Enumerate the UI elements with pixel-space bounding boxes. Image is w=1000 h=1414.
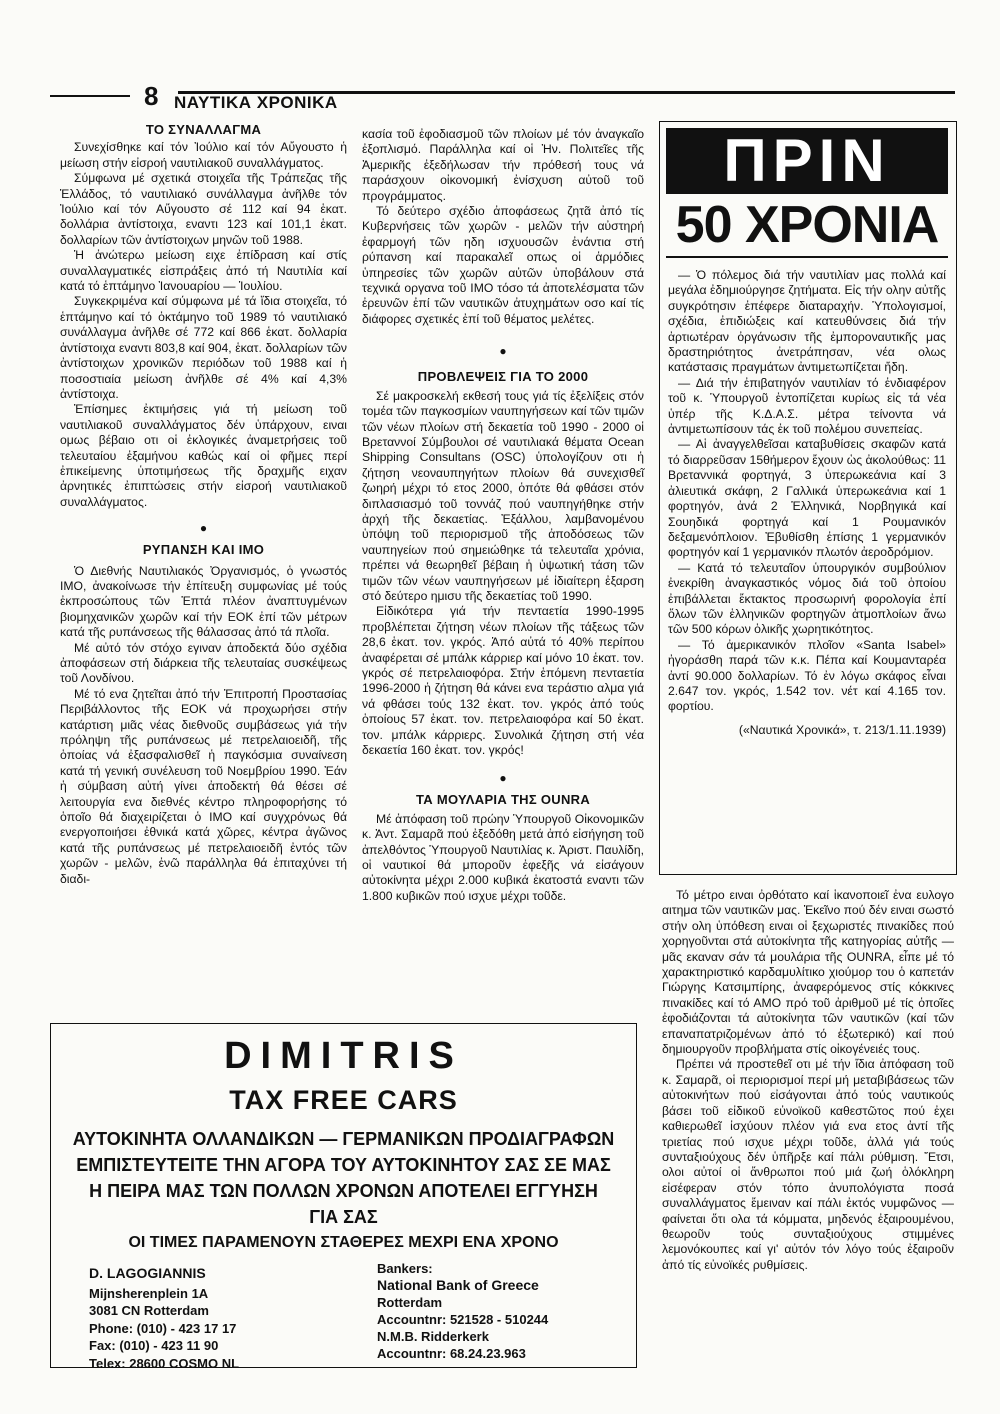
column-2 <box>362 127 644 904</box>
ad-contact-street: Mijnsherenplein 1A <box>89 1285 209 1301</box>
box-paragraph: — Τό ἀμερικανικόν πλοῖον «Santa Isabel» ἠγοράσθη παρά τῶν κ.κ. Πέπα καί Κουμανταρέα ἀντί 90.000 δολλαρίων. Τό ἐν λόγω σκάφος εἶναι 2.647 τον. γκρός, 1.542 τον. νέτ καί 4.165 τον. φορτίου. <box>668 637 946 714</box>
ad-subtitle: TAX FREE CARS <box>229 1085 458 1115</box>
ad-contact-fax: Fax: (010) - 423 11 90 <box>89 1338 219 1353</box>
article-paragraph: κασία τοῦ ἐφοδιασμοῦ τῶν πλοίων μέ τόν ἀναγκαῖο ἐξοπλισμό. Παράλληλα καί οἱ Ἡν. Πολιτεῖες τῆς Ἀμερικῆς ἐξεδήλωσαν τήν πρόθεσή τους νά παράσχουν οἰκονομική ἐνίσχυση αὐτοῦ τοῦ προγράμματος. <box>362 127 644 203</box>
page-number: 8 <box>144 81 159 111</box>
fifty-years-title-bottom: 50 ΧΡΟΝΙΑ <box>675 196 939 254</box>
fifty-years-title-top: ΠΡΙΝ <box>666 128 948 194</box>
ad-contact-name: D. LAGOGIANNIS <box>89 1265 206 1281</box>
ad-bank-city: Rotterdam <box>377 1295 443 1310</box>
article-paragraph: Μέ ἀπόφαση τοῦ πρώην Ὑπουργοῦ Οἰκονομικῶν κ. Ἀντ. Σαμαρᾶ πού ἐξεδόθη μετά ἀπό εἰσήγηση τοῦ ἀπελθόντος Ὑπουργοῦ Ναυτιλίας κ. Ἀριστ. Παυλίδη, οἱ ναυτικοί θά μποροῦν ἐφεξῆς νά εἰσάγουν αὐτοκίνητα μέχρι 2.000 κυβικά ἑκατοστά εναντι τῶν 1.800 κυβικῶν πού ισχυε μέχρι τοῦδε. <box>362 811 644 903</box>
ad-bank-name-2: N.M.B. Ridderkerk <box>377 1329 489 1344</box>
ad-bank-account: Accountnr: 521528 - 510244 <box>377 1312 549 1327</box>
ad-line: ΑΥΤΟΚΙΝΗΤΑ ΟΛΛΑΝΔΙΚΩΝ — ΓΕΡΜΑΝΙΚΩΝ ΠΡΟΔΙΑΓΡΑΦΩΝ <box>72 1129 615 1149</box>
article-title-forecast: ΠΡΟΒΛΕΨΕΙΣ ΓΙΑ ΤΟ 2000 <box>417 369 589 385</box>
ad-contact-phone: Phone: (010) - 423 17 17 <box>89 1320 237 1336</box>
article-paragraph: Ἐπίσημες ἐκτιμήσεις γιά τή μείωση τοῦ ναυτιλιακοῦ συναλλάγματος δέν ὑπάρχουν, ειναι ομως βέβαιο οτι οἱ ἐκλογικές ἀναμετρήσεις τοῦ τελευταίου ἐξαμήνου καθώς καί οἱ φῆμες περί ἐπικείμενης ὑποτιμήσεως τῆς δραχμῆς ειχαν ἀρνητικές ἐπιπτώσεις στήν εἰσροή ναυτιλιακοῦ συναλλάγματος. <box>60 402 347 509</box>
article-title-exchange: ΤΟ ΣΥΝΑΛΛΑΓΜΑ <box>145 122 262 137</box>
box-source: («Ναυτικά Χρονικά», τ. 213/1.11.1939) <box>738 722 946 737</box>
ad-brand: DIMITRIS <box>224 1035 463 1077</box>
article-paragraph: Ὁ Διεθνής Ναυτιλιακός Ὀργανισμός, ὁ γνωστός IMO, ἀνακοίνωσε τήν ἐπίτευξη συμφωνίας μέ τούς ἐκπροσώπους τῶν Ἑπτά πλέον ἀναπτυγμένων βιομηχανικῶν χωρῶν καί τήν ΕΟΚ ἐπί τῶν μέτρων κατά τῆς ρυπάνσεως τῆς θάλασσας ἀπό τά πλοῖα. <box>60 563 347 640</box>
article-title-mules: ΤΑ ΜΟΥΛΑΡΙΑ ΤΗΣ OUNRA <box>415 792 591 808</box>
separator-bullet: ● <box>499 771 507 786</box>
article-paragraph: Πρέπει νά προστεθεῖ οτι μέ τήν ἴδια ἀπόφαση τοῦ κ. Σαμαρᾶ, οἱ περιορισμοί περί μή μεταβιβάσεως τῶν αὐτοκινήτων πού εἰσάγονται ἀπό τούς ναυτικούς βάσει τοῦ εἰδικοῦ εὐνοϊκοῦ καθεστῶτος πού ἐχει καθιερωθεῖ ἰσχύουν πλέον γιά ενα ετος ἀντί τῆς τριετίας πού ισχυε μέχρι τοῦδε, ἀλλά γιά τούς συνταξιούχους δέν ὑπῆρξε καί πάλι ρύθμιση. Ἔτσι, ολοι αὐτοί οἱ ἄνθρωποι πού μιά ζωή ὁλόκληρη εἰσέφεραν στόν τόπο ἀνυπολόγιστα ποσά συναλλάγματος ἔμειναν καί πάλι ἐκτός νυμφῶνος — φαίνεται ὅτι ολα τά κόμματα, μηδενός ἐξαιρουμένου, θεωροῦν τούς συνταξιούχους στιμμένες λεμονόκουπες καί γι' αὐτόν τόν λόγο τούς ἐξαιροῦν ἀπό τίς εὐνοϊκές ρυθμίσεις. <box>662 1057 954 1272</box>
article-title-pollution: ΡΥΠΑΝΣΗ ΚΑΙ ΙΜΟ <box>142 542 265 558</box>
header-rule-left <box>50 95 130 97</box>
ad-bank-account-2: Accountnr: 68.24.23.963 <box>377 1346 526 1361</box>
column-3 <box>662 888 954 1273</box>
box-divider <box>666 256 948 258</box>
ad-line: ΟΙ ΤΙΜΕΣ ΠΑΡΑΜΕΝΟΥΝ ΣΤΑΘΕΡΕΣ ΜΕΧΡΙ ΕΝΑ ΧΡΟΝΟ <box>128 1234 559 1251</box>
article-paragraph: Συνεχίσθηκε καί τόν Ἰούλιο καί τόν Αὔγουστο ἡ μείωση στήν εἰσροή ναυτιλιακοῦ συναλλάγματος. <box>60 140 347 170</box>
article-paragraph: Σέ μακροσκελή εκθεσή τους γιά τίς ἐξελίξεις στόν τομέα τῶν παγκοσμίων ναυπηγήσεων καί τῶν τιμῶν τῶν νέων πλοίων στή δεκαετία τοῦ 1990 - 2000 οἱ Βρεταννοί Σύμβουλοι σέ ναυτιλιακά θέματα Ocean Shipping Consultans (OSC) ὑπολογίζουν οτι ἡ ζήτηση νεοναυπηγήτων πλοίων θά συνεχισθεῖ ζωηρή μέχρι τό ετος 2000, ὁπότε θά φθάσει στόν διπλασιασμό τοῦ τοννάζ πού ναυπηγήθηκε στήν ἀρχή τῆς δεκαετίας. Ἐξάλλου, λαμβανομένου ὑπόψη τοῦ περιορισμοῦ τῆς ἀποδόσεως τῶν ναυπηγείων πού σημειώθηκε τά τελευταῖα χρόνια, πρέπει νά θεωρηθεῖ βέβαιη ἡ ὑψωτική τάση τῶν τιμῶν τῶν νέων ναυπηγήσεων μέ ἰδιαίτερη ἐξαρση στό δεύτερο ημισυ τῆς δεκαετίας τοῦ 1990. <box>362 388 644 603</box>
ad-line: ΓΙΑ ΣΑΣ <box>309 1207 378 1227</box>
article-paragraph: Τό δεύτερο σχέδιο ἀποφάσεως ζητᾶ ἀπό τίς Κυβερνήσεις τῶν χωρῶν - μελῶν τήν αὐστηρή ἐφαρμογή τῶν ηδη ισχυουσῶν ἐνάντια στή ρύπανση καί παρακαλεῖ οπως οἱ ἁρμόδιες ὑπηρεσίες τῶν χωρῶν αὐτῶν ὑποβάλουν στά τεχνικά οργανα τοῦ IMO τόσο τά ἀποτελέσματα τῶν ἐρευνῶν ἐπί τῶν ναυτικῶν ἀτυχημάτων οσο καί τίς διάφορες σχετικές ἐπί τοῦ θέματος μελέτες. <box>362 204 644 326</box>
ad-bank-name: National Bank of Greece <box>377 1277 539 1293</box>
article-paragraph: Μέ τό ενα ζητεῖται ἀπό τήν Ἐπιτροπή Προστασίας Περιβάλλοντος τῆς ΕΟΚ νά προχωρήσει στήν κατάρτιση μιᾶς νέας διεθνοῦς συμβάσεως γιά τήν πρόληψη τῆς ρυπάνσεως μέ πετρελαιοειδῆ, τῆς ὁποίας νά ἐξασφαλισθεῖ ἡ παγκόσμια συναίνεση κατά τή γενική συνέλευση τοῦ Νοεμβρίου 1990. Ἐάν ἡ σύμβαση αὐτή γίνει ἀποδεκτή θά θέσει σέ λειτουργία ενα διεθνές κέντρο πληροφορήσης τό ὁποῖο θά διαχειρίζεται ὁ IMO καί συγχρόνως θά ενεργοποιήσει ἐθνικά κατά χῶρες, κέντρα ἀγῶνος κατά τῆς ρυπάνσεως μέ πετρελαιοειδῆ ἐντός τῶν χωρῶν - μελῶν, ἐνῶ παράλληλα θά ἐπιταχύνει τή διαδι- <box>60 686 347 886</box>
article-paragraph: Μέ αὐτό τόν στόχο εγιναν ἀποδεκτά δύο σχέδια ἀποφάσεων στή διάρκεια τῆς τελευταίας συσκέψεως τοῦ Λονδίνου. <box>60 640 347 686</box>
article-paragraph: Ἡ ἀνώτερω μείωση ειχε ἐπίδραση καί στίς συναλλαγματικές εἰσπράξεις ἀπό τή Ναυτιλία καί κατά τό ἑπτάμηνο Ἰανουαρίου — Ἰουλίου. <box>60 248 347 294</box>
ad-contact-telex: Telex: 28600 COSMO NL <box>89 1355 240 1371</box>
ad-contact <box>89 1265 239 1372</box>
article-paragraph: Τό μέτρο ειναι ὀρθότατο καί ἱκανοποιεῖ ἐνα ευλογο αιτημα τῶν ναυτικῶν μας. Ἐκεῖνο πού δέν ειναι σωστό στήν ολη ὑπόθεση ειναι οἱ ξεχωριστές πινακίδες πού χορηγοῦνται στά αὐτοκίνητα τῆς κατηγορίας αὐτῆς — μᾶς εκαναν σάν τά μουλάρια τῆς OUNRA, εἶπε μέ τό χαρακτηριστικό καρδαμυλίτικο χιούμορ του ὁ καπετάν Γιώργης Κατσιμπίρης, ἀναφερόμενος στίς κόκκινες πινακίδες καί τό ΑΜΟ πρό τοῦ ἀριθμοῦ μέ τίς ὁποῖες ἐφοδιάζονται τά αὐτοκίνητα τῶν ναυτικῶν (καί τῶν επαναπατριζομένων ἀπό τό ἐξωτερικό) καί πού δημιουργοῦν προβλήματα στίς οἰκογένειές τους. <box>662 888 954 1057</box>
ad-line: Η ΠΕΙΡΑ ΜΑΣ ΤΩΝ ΠΟΛΛΩΝ ΧΡΟΝΩΝ ΑΠΟΤΕΛΕΙ ΕΓΓΥΗΣΗ <box>89 1181 598 1201</box>
article-paragraph: Σύμφωνα μέ σχετικά στοιχεῖα τῆς Τράπεζας τῆς Ἑλλάδος, τό ναυτιλιακό συνάλλαγμα ἀνῆλθε τόν Ἰούλιο καί τόν Αὔγουστο σέ 112 καί 94 ἑκατ. δολλάρια ἀντίστοιχα, εναντι 123 καί 101,1 ἑκατ. δολλαρίων τῶν ἀντίστοιχων μηνῶν τοῦ 1988. <box>60 171 347 247</box>
ad-bank <box>377 1260 548 1362</box>
fifty-years-body <box>668 268 946 738</box>
article-paragraph: Εἰδικότερα γιά τήν πενταετία 1990-1995 προβλέπεται ζήτηση νέων πλοίων τῆς τάξεως τῶν 28,6 ἑκατ. τον. γκρός. Ἀπό αὐτά τό 40% περίπου ἀναφέρεται σέ μπάλκ κάρριερ καί μόνο 10 ἑκατ. τον. γκρός σέ πετρελαιοφόρα. Στήν ἑπόμενη πενταετία 1996-2000 ἡ ζήτηση θά κάνει ενα τεράστιο αλμα γιά νά φθάσει τούς 132 ἑκατ. τον. γκρός ἀπό τούς ὁποίους 57 ἑκατ. τον. πετρελαιοφόρα καί 50 ἑκατ. τον. μπάλκ κάρριερς. Συνολικά ζήτηση στή νέα δεκαετία 160 ἑκατ. τον. γκρός! <box>362 604 644 758</box>
box-paragraph: — Ὁ πόλεμος διά τήν ναυτιλίαν μας πολλά καί μεγάλα ἐδημιούργησε ζητήματα. Εἰς τήν ολην αὐτῆς συγκρότησιν ἐπέφερε διαταραχήν. Ὑπολογισμοί, σχέδια, ἐπιδιώξεις καί κατευθύνσεις διά τήν ἀρτιωτέραν ὀργάνωσιν τῆς ἐμποροναυτικῆς μας δραστηριότητος ἀνετράπησαν, νέα ολως κατάστασις πραγμάτων ἀντιμετωπίζεται ἤδη. <box>668 268 946 375</box>
article-paragraph: Συγκεκριμένα καί σύμφωνα μέ τά ἴδια στοιχεῖα, τό ἑπτάμηνο καί τό ὀκτάμηνο τοῦ 1989 τό ναυτιλιακό συνάλλαγμα ἀνῆλθε σέ 772 καί 866 ἑκατ. δολλαρία ἀντίστοιχα εναντι 803,8 καί 904, ἑκατ. δολλαρίων τῶν ἀντίστοιχων χρονικῶν περιόδων τοῦ 1988 καί ἡ ποσοστιαία μείωση ἀνῆλθε σέ 4% καί 4,3% ἀντίστοιχα. <box>60 294 347 401</box>
ad-line: ΕΜΠΙΣΤΕΥΤΕΙΤΕ ΤΗΝ ΑΓΟΡΑ ΤΟΥ ΑΥΤΟΚΙΝΗΤΟΥ ΣΑΣ ΣΕ ΜΑΣ <box>76 1155 611 1175</box>
box-paragraph: — Κατά τό τελευταῖον ὑπουργικόν συμβούλιον ἐνεκρίθη ἀναγκαστικός νόμος διά τοῦ ὁποίου ἐπιβάλλεται ἔκτακτος προσωρινή φορολογία ἐπί ὅλων τῶν ἑλληνικῶν φορτηγῶν ἀτμοπλοίων ἄνω τῶν 500 κόρων ὁλικῆς χωρητικότητος. <box>668 560 946 637</box>
box-paragraph: — Διά τήν ἐπιβατηγόν ναυτιλίαν τό ἐνδιαφέρον τοῦ κ. Ὑπουργοῦ ἐντοπίζεται κυρίως εἰς τά νέα ὑπέρ τῆς Κ.Δ.Α.Σ. μέτρα τείνοντα νά ἀντιμετωπίσουν τάς ἐκ τοῦ πολέμου συνεπείας. <box>668 375 946 437</box>
separator-bullet: ● <box>199 521 208 536</box>
advertisement-box <box>50 1023 637 1371</box>
ad-contact-city: 3081 CN Rotterdam <box>89 1303 209 1318</box>
column-1 <box>60 122 347 887</box>
separator-bullet: ● <box>499 344 507 359</box>
box-paragraph: — Αἱ ἀναγγελθεῖσαι καταβυθίσεις σκαφῶν κατά τό διαρρεῦσαν 15θήμερον ἔχουν ὡς ἀκολούθως: 11 Βρεταννικά φορτηγά, 3 ὑπερωκεάνια καί 3 ἀλιευτικά σκάφη, 2 Γαλλικά ὑπερωκεάνια καί 1 φορτηγόν, ἀνά 2 Ἑλληνικά, Νορβηγικά καί Σουηδικά φορτηγά καί 1 Ρουμανικόν δεξαμενόπλοιον. Ἐβυθίσθη ἐπίσης 1 γερμανικόν φορτηγόν καί 1 γερμανικόν πλωτόν ἀεροδρόμιον. <box>668 437 946 560</box>
ad-bank-label: Bankers: <box>377 1261 433 1276</box>
page-title: ΝΑΥΤΙΚΑ ΧΡΟΝΙΚΑ <box>174 93 338 112</box>
